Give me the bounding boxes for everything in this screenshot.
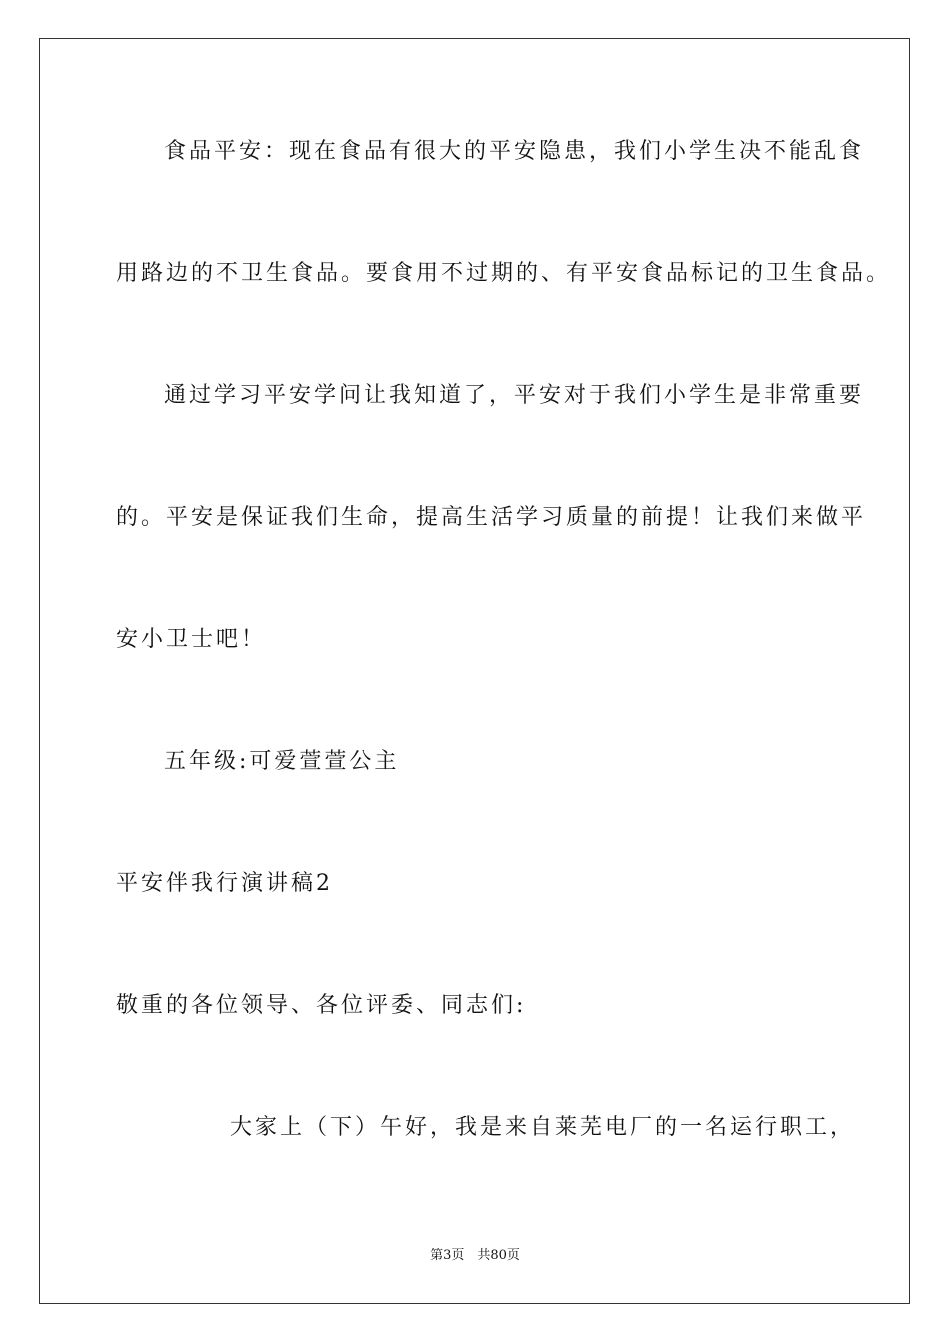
paragraph-learning-line-2: 的。平安是保证我们生命，提高生活学习质量的前提！让我们来做平 (116, 505, 867, 530)
page-number-footer: 第3页 共80页 (430, 1248, 520, 1263)
salutation: 敬重的各位领导、各位评委、同志们: (116, 993, 527, 1018)
paragraph-learning-line-3: 安小卫士吧！ (116, 627, 267, 652)
paragraph-learning-line-1: 通过学习平安学问让我知道了，平安对于我们小学生是非常重要 (164, 383, 865, 408)
paragraph-food-safety-line-2: 用路边的不卫生食品。要食用不过期的、有平安食品标记的卫生食品。 (116, 261, 892, 286)
author-signature: 五年级:可爱萱萱公主 (164, 749, 400, 774)
opening-paragraph-line-1: 大家上（下）午好，我是来自莱芜电厂的一名运行职工， (230, 1115, 856, 1140)
paragraph-food-safety-line-1: 食品平安：现在食品有很大的平安隐患，我们小学生决不能乱食 (164, 139, 865, 164)
section-heading: 平安伴我行演讲稿2 (116, 871, 333, 896)
